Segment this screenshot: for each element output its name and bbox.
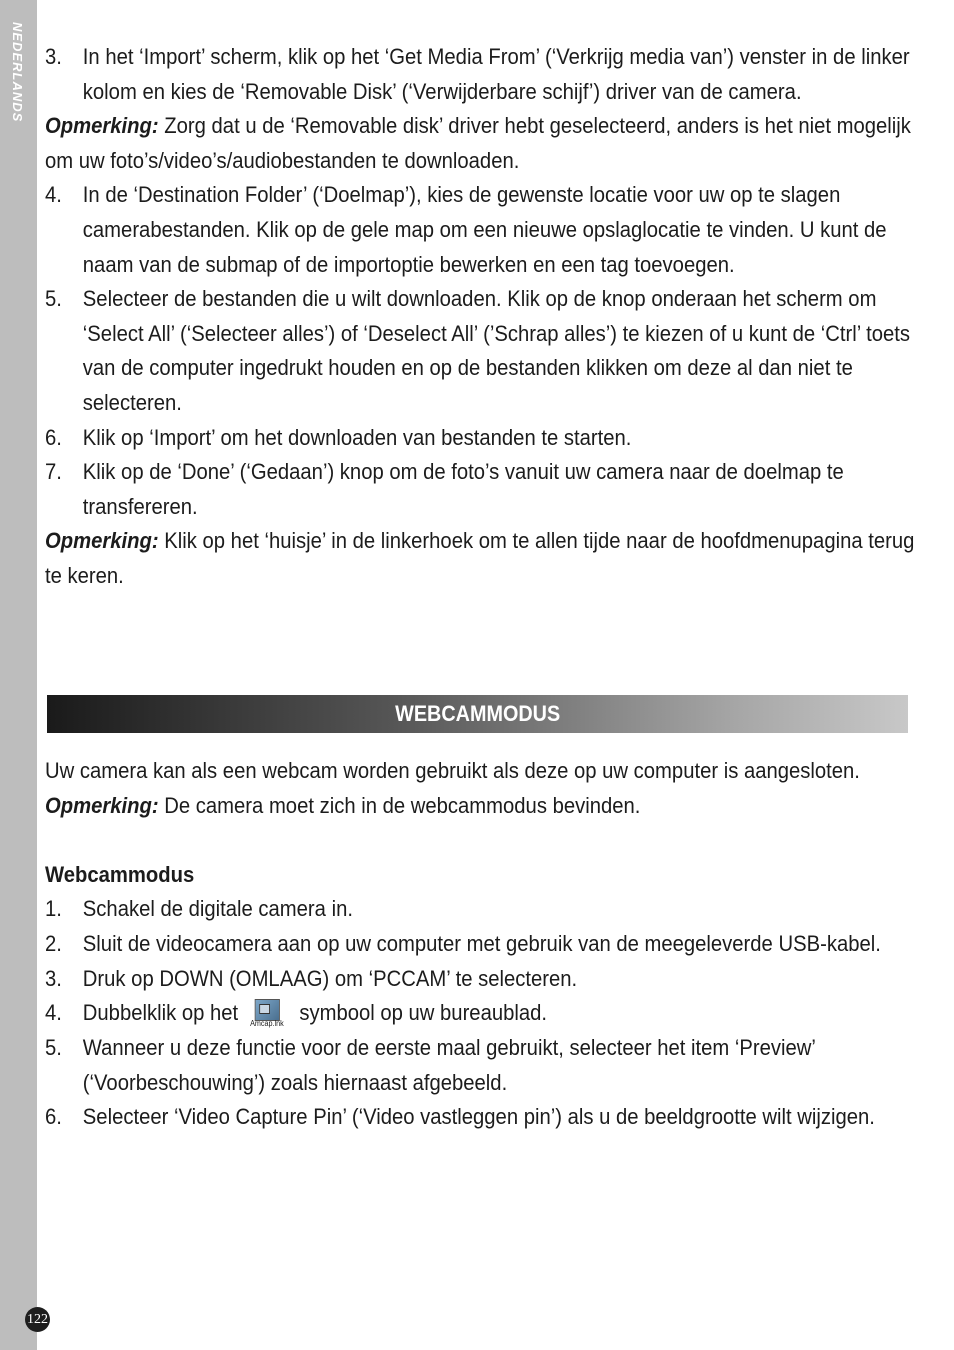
list-item	[45, 892, 917, 927]
step-number: 4.	[45, 1000, 62, 1026]
step-number: 3.	[45, 44, 62, 69]
note-label: Opmerking:	[45, 792, 159, 818]
note-text: De camera moet zich in de webcammodus bevinden.	[158, 792, 641, 818]
step-text: Selecteer ‘Video Capture Pin’ (‘Video vastleggen pin’) als u de beeldgrootte wilt wijzigen.	[82, 1104, 875, 1130]
step-number: 2.	[45, 930, 62, 956]
steps-list-top	[45, 40, 917, 109]
shortcut-picture-icon	[254, 999, 279, 1021]
step-text: In de ‘Destination Folder’ (‘Doelmap’), kies de gewenste locatie voor uw op te slagen camerabestanden. Klik op de gele map om een nieuwe opslaglocatie te vinden. U kunt de naam van de submap of de importoptie bewerken en een tag toevoegen.	[82, 182, 887, 277]
step-text-before-icon: Dubbelklik op het	[82, 1000, 239, 1026]
subheading: Webcammodus	[45, 861, 195, 887]
step-number: 6.	[45, 1104, 62, 1130]
list-item	[45, 962, 917, 997]
language-side-strip	[0, 0, 37, 1350]
instructions-top	[45, 40, 915, 594]
list-item	[45, 1031, 917, 1100]
icon-caption: Amcap.lnk	[250, 1019, 284, 1029]
list-item	[45, 282, 917, 420]
step-number: 5.	[45, 1035, 62, 1061]
step-number: 7.	[45, 459, 62, 485]
list-item	[45, 927, 917, 962]
list-item	[45, 421, 917, 456]
step-text: Selecteer de bestanden die u wilt downloaden. Klik op de knop onderaan het scherm om ‘Select All’ (‘Selecteer alles’) of ‘Deselect All’ (’Schrap alles’) te kiezen of u kunt de ‘Ctrl’ toets van de computer ingedrukt houden en op de bestanden klikken om deze al dan niet te selecteren.	[82, 286, 911, 415]
list-item	[45, 40, 917, 109]
step-text: Klik op ‘Import’ om het downloaden van bestanden te starten.	[82, 424, 632, 450]
step-number: 6.	[45, 424, 62, 450]
list-item	[45, 178, 917, 282]
steps-list-webcam	[45, 892, 917, 1135]
note-label: Opmerking:	[45, 113, 159, 139]
step-text: Druk op DOWN (OMLAAG) om ‘PCCAM’ te selecteren.	[82, 965, 578, 991]
note-text: Zorg dat u de ‘Removable disk’ driver hebt geselecteerd, anders is het niet mogelijk om uw foto’s/video’s/audiobestanden te downloaden.	[45, 113, 911, 173]
page-number-badge	[25, 1307, 50, 1332]
note-label: Opmerking:	[45, 528, 159, 554]
step-number: 3.	[45, 965, 62, 991]
step-text: Sluit de videocamera aan op uw computer met gebruik van de meegeleverde USB-kabel.	[82, 930, 881, 956]
list-item	[45, 1100, 917, 1135]
section-title: WEBCAMMODUS	[394, 701, 560, 726]
list-item	[45, 996, 917, 1031]
step-text: Wanneer u deze functie voor de eerste maal gebruikt, selecteer het item ‘Preview’ (‘Voorbeschouwing’) zoals hiernaast afgebeeld.	[82, 1035, 816, 1095]
steps-list-mid	[45, 178, 917, 524]
note-paragraph	[45, 789, 917, 824]
step-number: 5.	[45, 286, 62, 312]
page-number: 122	[27, 1311, 48, 1327]
step-text: Klik op de ‘Done’ (‘Gedaan’) knop om de foto’s vanuit uw camera naar de doelmap te transfereren.	[82, 459, 844, 519]
spacer	[45, 823, 917, 858]
language-label: NEDERLANDS	[10, 22, 25, 123]
step-text: In het ‘Import’ scherm, klik op het ‘Get Media From’ (‘Verkrijg media van’) venster in de linker kolom en kies de ‘Removable Disk’ (‘Verwijderbare schijf’) driver van de camera.	[82, 44, 910, 104]
note-paragraph	[45, 109, 917, 178]
step-number: 4.	[45, 182, 62, 208]
section-header-bar	[47, 695, 908, 733]
step-text: Schakel de digitale camera in.	[82, 896, 353, 922]
note-text: Klik op het ‘huisje’ in de linkerhoek om te allen tijde naar de hoofdmenupagina terug te keren.	[45, 528, 915, 588]
list-item	[45, 455, 917, 524]
intro-paragraph: Uw camera kan als een webcam worden gebruikt als deze op uw computer is aangesloten.	[45, 758, 860, 783]
note-paragraph	[45, 524, 917, 593]
step-number: 1.	[45, 896, 62, 922]
amcap-shortcut-icon	[247, 997, 287, 1031]
instructions-webcam	[45, 754, 881, 1135]
step-text-after-icon: symbool op uw bureaublad.	[299, 1000, 548, 1026]
